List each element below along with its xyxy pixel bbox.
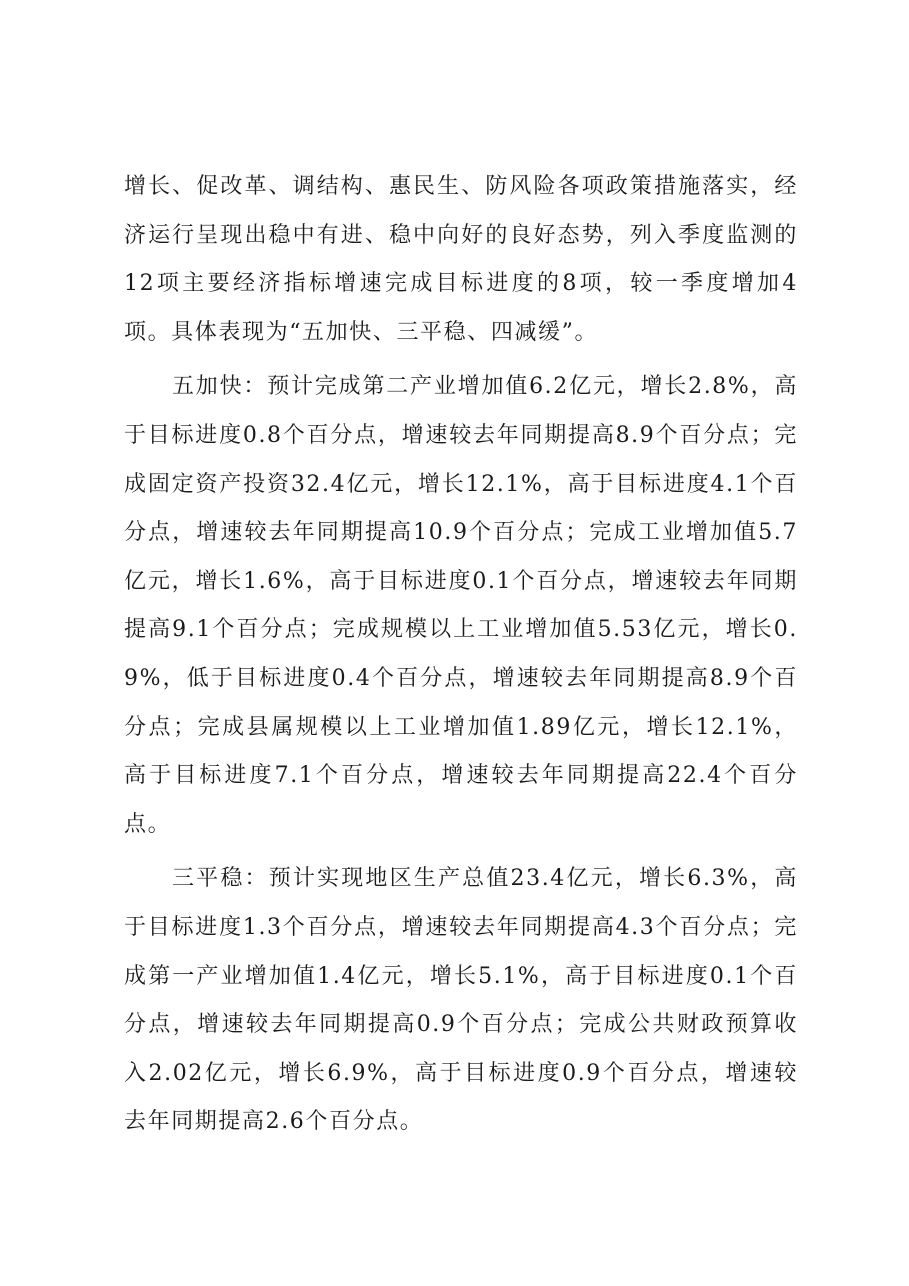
paragraph-intro-continuation: 增长、促改革、调结构、惠民生、防风险各项政策措施落实，经济运行呈现出稳中有进、稳中向好的良好态势，列入季度监测的12项主要经济指标增速完成目标进度的8项，较一季度增加4项。具体表现为“五加快、三平稳、四减缓”。	[124, 174, 798, 345]
document-body	[124, 163, 798, 1153]
paragraph-five-accelerations: 五加快：预计完成第二产业增加值6.2亿元，增长2.8%，高于目标进度0.8个百分点，增速较去年同期提高8.9个百分点；完成固定资产投资32.4亿元，增长12.1%，高于目标进度4.1个百分点，增速较去年同期提高10.9个百分点；完成工业增加值5.7亿元，增长1.6%，高于目标进度0.1个百分点，增速较去年同期提高9.1个百分点；完成规模以上工业增加值5.53亿元，增长0.9%，低于目标进度0.4个百分点，增速较去年同期提高8.9个百分点；完成县属规模以上工业增加值1.89亿元，增长12.1%，高于目标进度7.1个百分点，增速较去年同期提高22.4个百分点。	[124, 374, 798, 837]
paragraph-three-stable: 三平稳：预计实现地区生产总值23.4亿元，增长6.3%，高于目标进度1.3个百分点，增速较去年同期提高4.3个百分点；完成第一产业增加值1.4亿元，增长5.1%，高于目标进度0.1个百分点，增速较去年同期提高0.9个百分点；完成公共财政预算收入2.02亿元，增长6.9%，高于目标进度0.9个百分点，增速较去年同期提高2.6个百分点。	[124, 866, 798, 1135]
